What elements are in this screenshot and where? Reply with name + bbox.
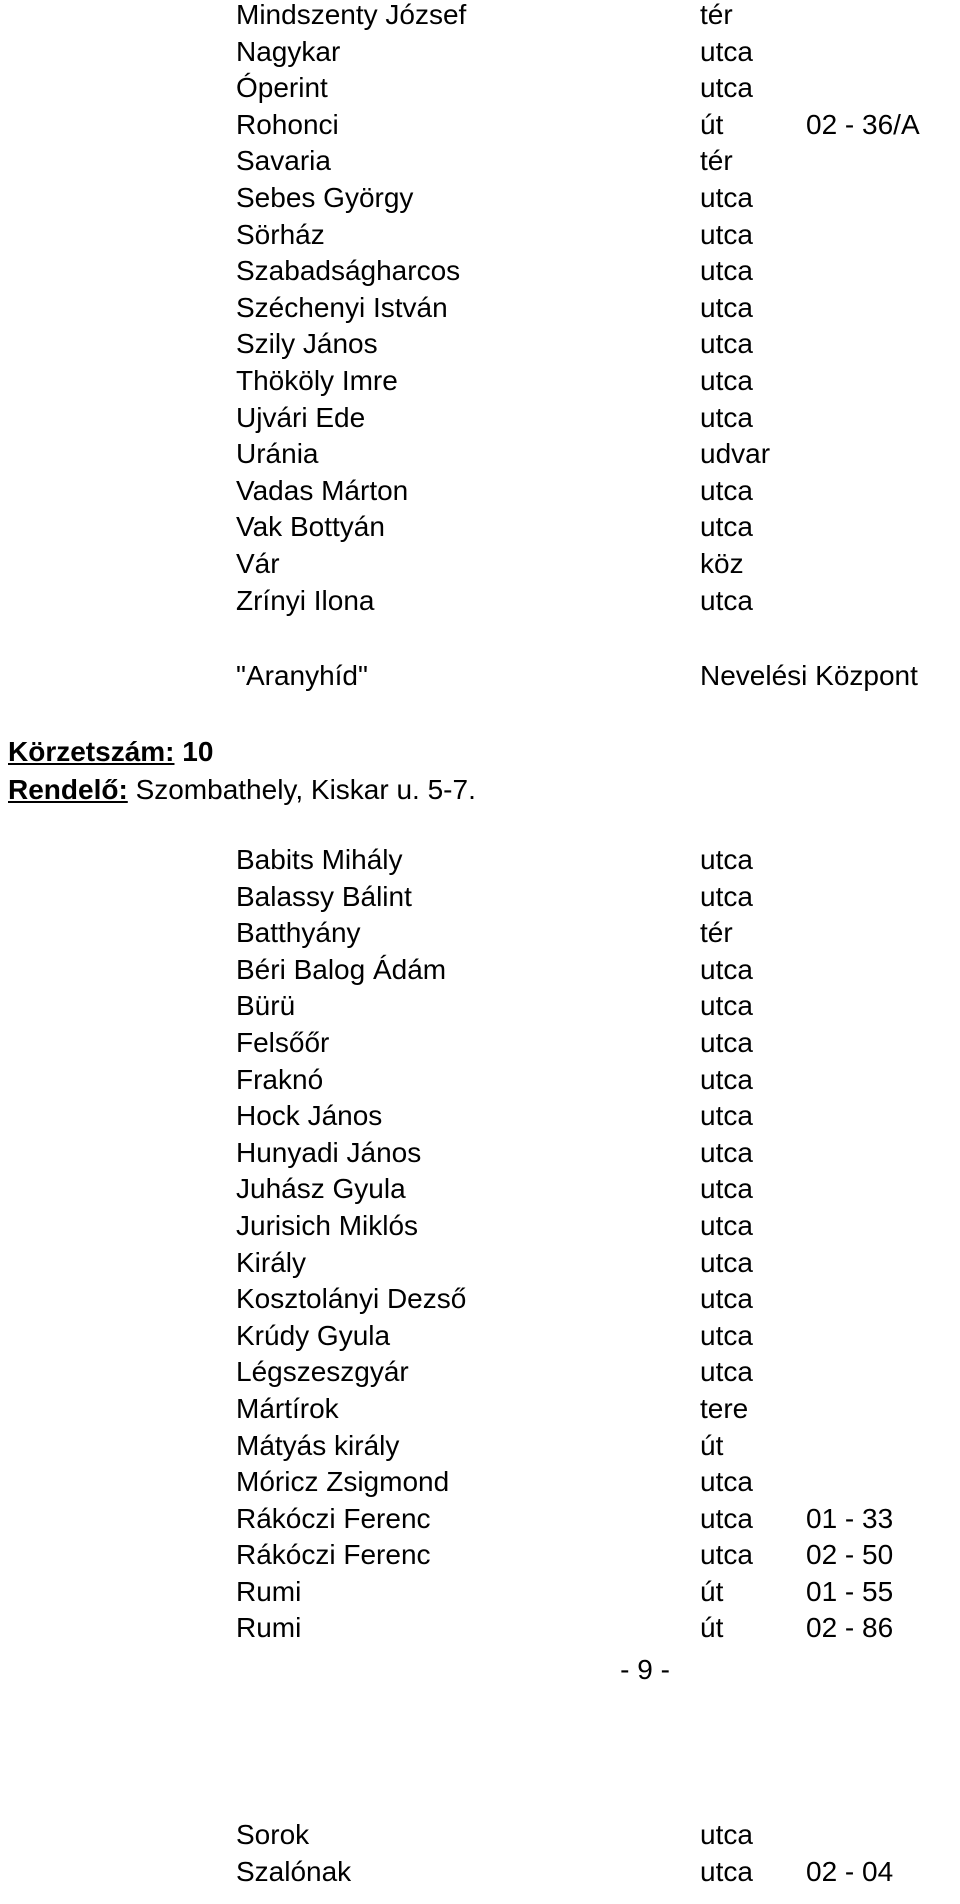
street-type: utca [700, 844, 753, 875]
street-name: Fraknó [236, 1063, 324, 1095]
street-row [0, 473, 960, 510]
street-row [0, 1428, 960, 1465]
street-row [0, 326, 960, 363]
street-name: Kosztolányi Dezső [236, 1283, 467, 1315]
street-name: Rákóczi Ferenc [236, 1539, 431, 1571]
street-name: Sebes György [236, 181, 414, 213]
street-row [0, 180, 960, 217]
street-name: Rumi [236, 1612, 302, 1644]
street-row [0, 363, 960, 400]
street-row [0, 1391, 960, 1428]
street-row [0, 1817, 960, 1854]
street-row [0, 546, 960, 583]
street-row [0, 400, 960, 437]
street-type: út [700, 108, 724, 140]
street-type: utca [700, 990, 753, 1022]
street-type: tér [700, 145, 733, 177]
street-name: Hunyadi János [236, 1136, 422, 1168]
street-type: utca [700, 474, 753, 506]
street-type: utca [700, 328, 753, 360]
street-type: utca [700, 72, 753, 104]
street-type: utca [700, 1855, 753, 1887]
street-row [0, 879, 960, 916]
district-office-line [8, 771, 476, 809]
street-row [0, 1025, 960, 1062]
street-row [0, 1318, 960, 1355]
street-row [0, 290, 960, 327]
street-name: Mártírok [236, 1392, 339, 1424]
street-row [0, 217, 960, 254]
street-type: utca [700, 364, 753, 396]
street-row [0, 1501, 960, 1538]
street-name: Hock János [236, 1100, 383, 1132]
street-row [0, 436, 960, 473]
street-type: utca [700, 1063, 753, 1095]
street-type: utca [700, 953, 753, 985]
street-row [0, 583, 960, 620]
street-row [0, 1208, 960, 1245]
street-name: Szalónak [236, 1855, 352, 1887]
street-name: Szily János [236, 328, 378, 360]
district-number-value: 10 [182, 736, 214, 767]
street-type: köz [700, 547, 744, 579]
street-row [0, 1062, 960, 1099]
street-name: Thököly Imre [236, 364, 398, 396]
street-row [0, 107, 960, 144]
street-name: Rákóczi Ferenc [236, 1502, 431, 1534]
street-row [0, 1610, 960, 1647]
street-row [0, 143, 960, 180]
street-type: utca [700, 1209, 753, 1241]
street-type: utca [700, 511, 753, 543]
street-row [0, 1171, 960, 1208]
street-type: utca [700, 584, 753, 616]
special-entry-row [0, 656, 960, 696]
street-type: út [700, 1575, 724, 1607]
street-row [0, 1464, 960, 1501]
street-row [0, 1135, 960, 1172]
street-type: utca [700, 218, 753, 250]
street-name: Bürü [236, 990, 296, 1022]
street-name: Mindszenty József [236, 0, 467, 30]
street-type: utca [700, 1026, 753, 1058]
street-row [0, 952, 960, 989]
street-type: utca [700, 1283, 753, 1315]
house-number-range: 01 - 33 [806, 1502, 894, 1534]
street-name: Szabadságharcos [236, 255, 461, 287]
street-type: utca [700, 35, 753, 67]
street-name: Jurisich Miklós [236, 1209, 419, 1241]
street-name: Felsőőr [236, 1026, 330, 1058]
street-type: utca [700, 1466, 753, 1498]
street-name: Óperint [236, 72, 328, 104]
house-number-range: 02 - 36/A [806, 108, 920, 140]
street-type: utca [700, 880, 753, 912]
street-name: Babits Mihály [236, 844, 403, 875]
street-row [0, 1574, 960, 1611]
street-name: Krúdy Gyula [236, 1319, 391, 1351]
special-entry-type: Nevelési Központ [700, 660, 918, 691]
street-name: Uránia [236, 438, 319, 470]
street-row [0, 1245, 960, 1282]
street-row [0, 253, 960, 290]
street-type: tere [700, 1392, 749, 1424]
street-row [0, 842, 960, 879]
street-type: tér [700, 917, 733, 949]
street-type: udvar [700, 438, 771, 470]
house-number-range: 02 - 50 [806, 1539, 894, 1571]
street-name: Széchenyi István [236, 291, 448, 323]
street-name: Béri Balog Ádám [236, 953, 447, 985]
street-name: Zrínyi Ilona [236, 584, 375, 616]
house-number-range: 01 - 55 [806, 1575, 894, 1607]
street-name: Sörház [236, 218, 325, 250]
street-name: Ujvári Ede [236, 401, 366, 433]
street-type: utca [700, 1100, 753, 1132]
street-type: utca [700, 181, 753, 213]
street-type: utca [700, 255, 753, 287]
district-number-label: Körzetszám: [8, 736, 175, 767]
street-name: Király [236, 1246, 307, 1278]
street-name: Móricz Zsigmond [236, 1466, 450, 1498]
street-name: Juhász Gyula [236, 1173, 406, 1205]
street-type: út [700, 1612, 724, 1644]
street-name: Vadas Márton [236, 474, 409, 506]
street-row [0, 1537, 960, 1574]
street-name: Batthyány [236, 917, 361, 949]
street-name: Rumi [236, 1575, 302, 1607]
street-row [0, 1281, 960, 1318]
street-row [0, 1354, 960, 1391]
street-type: utca [700, 1319, 753, 1351]
street-name: Nagykar [236, 35, 341, 67]
district-office-label: Rendelő: [8, 774, 128, 805]
street-type: utca [700, 1356, 753, 1388]
street-type: út [700, 1429, 724, 1461]
street-row [0, 34, 960, 71]
street-row [0, 70, 960, 107]
house-number-range: 02 - 86 [806, 1612, 894, 1644]
page-number: - 9 - [620, 1654, 670, 1685]
street-row [0, 0, 960, 34]
street-row [0, 1854, 960, 1891]
street-type: utca [700, 1136, 753, 1168]
district-office-value: Szombathely, Kiskar u. 5-7. [135, 774, 476, 805]
street-type: tér [700, 0, 733, 30]
house-number-range: 02 - 04 [806, 1855, 894, 1887]
street-type: utca [700, 1246, 753, 1278]
street-type: utca [700, 1502, 753, 1534]
street-name: Vár [236, 547, 280, 579]
street-list-bottom [0, 1817, 960, 1890]
special-entry-name: "Aranyhíd" [236, 660, 368, 691]
street-row [0, 915, 960, 952]
street-name: Mátyás király [236, 1429, 400, 1461]
street-row [0, 509, 960, 546]
street-list-top [0, 0, 960, 619]
street-name: Rohonci [236, 108, 339, 140]
street-row [0, 1098, 960, 1135]
street-row [0, 988, 960, 1025]
street-list-main [0, 842, 960, 1647]
street-type: utca [700, 401, 753, 433]
street-type: utca [700, 1819, 753, 1850]
street-name: Balassy Bálint [236, 880, 412, 912]
street-type: utca [700, 291, 753, 323]
street-type: utca [700, 1539, 753, 1571]
street-name: Légszeszgyár [236, 1356, 409, 1388]
street-name: Sorok [236, 1819, 310, 1850]
district-number-line [8, 733, 213, 771]
street-type: utca [700, 1173, 753, 1205]
street-name: Savaria [236, 145, 331, 177]
street-name: Vak Bottyán [236, 511, 385, 543]
